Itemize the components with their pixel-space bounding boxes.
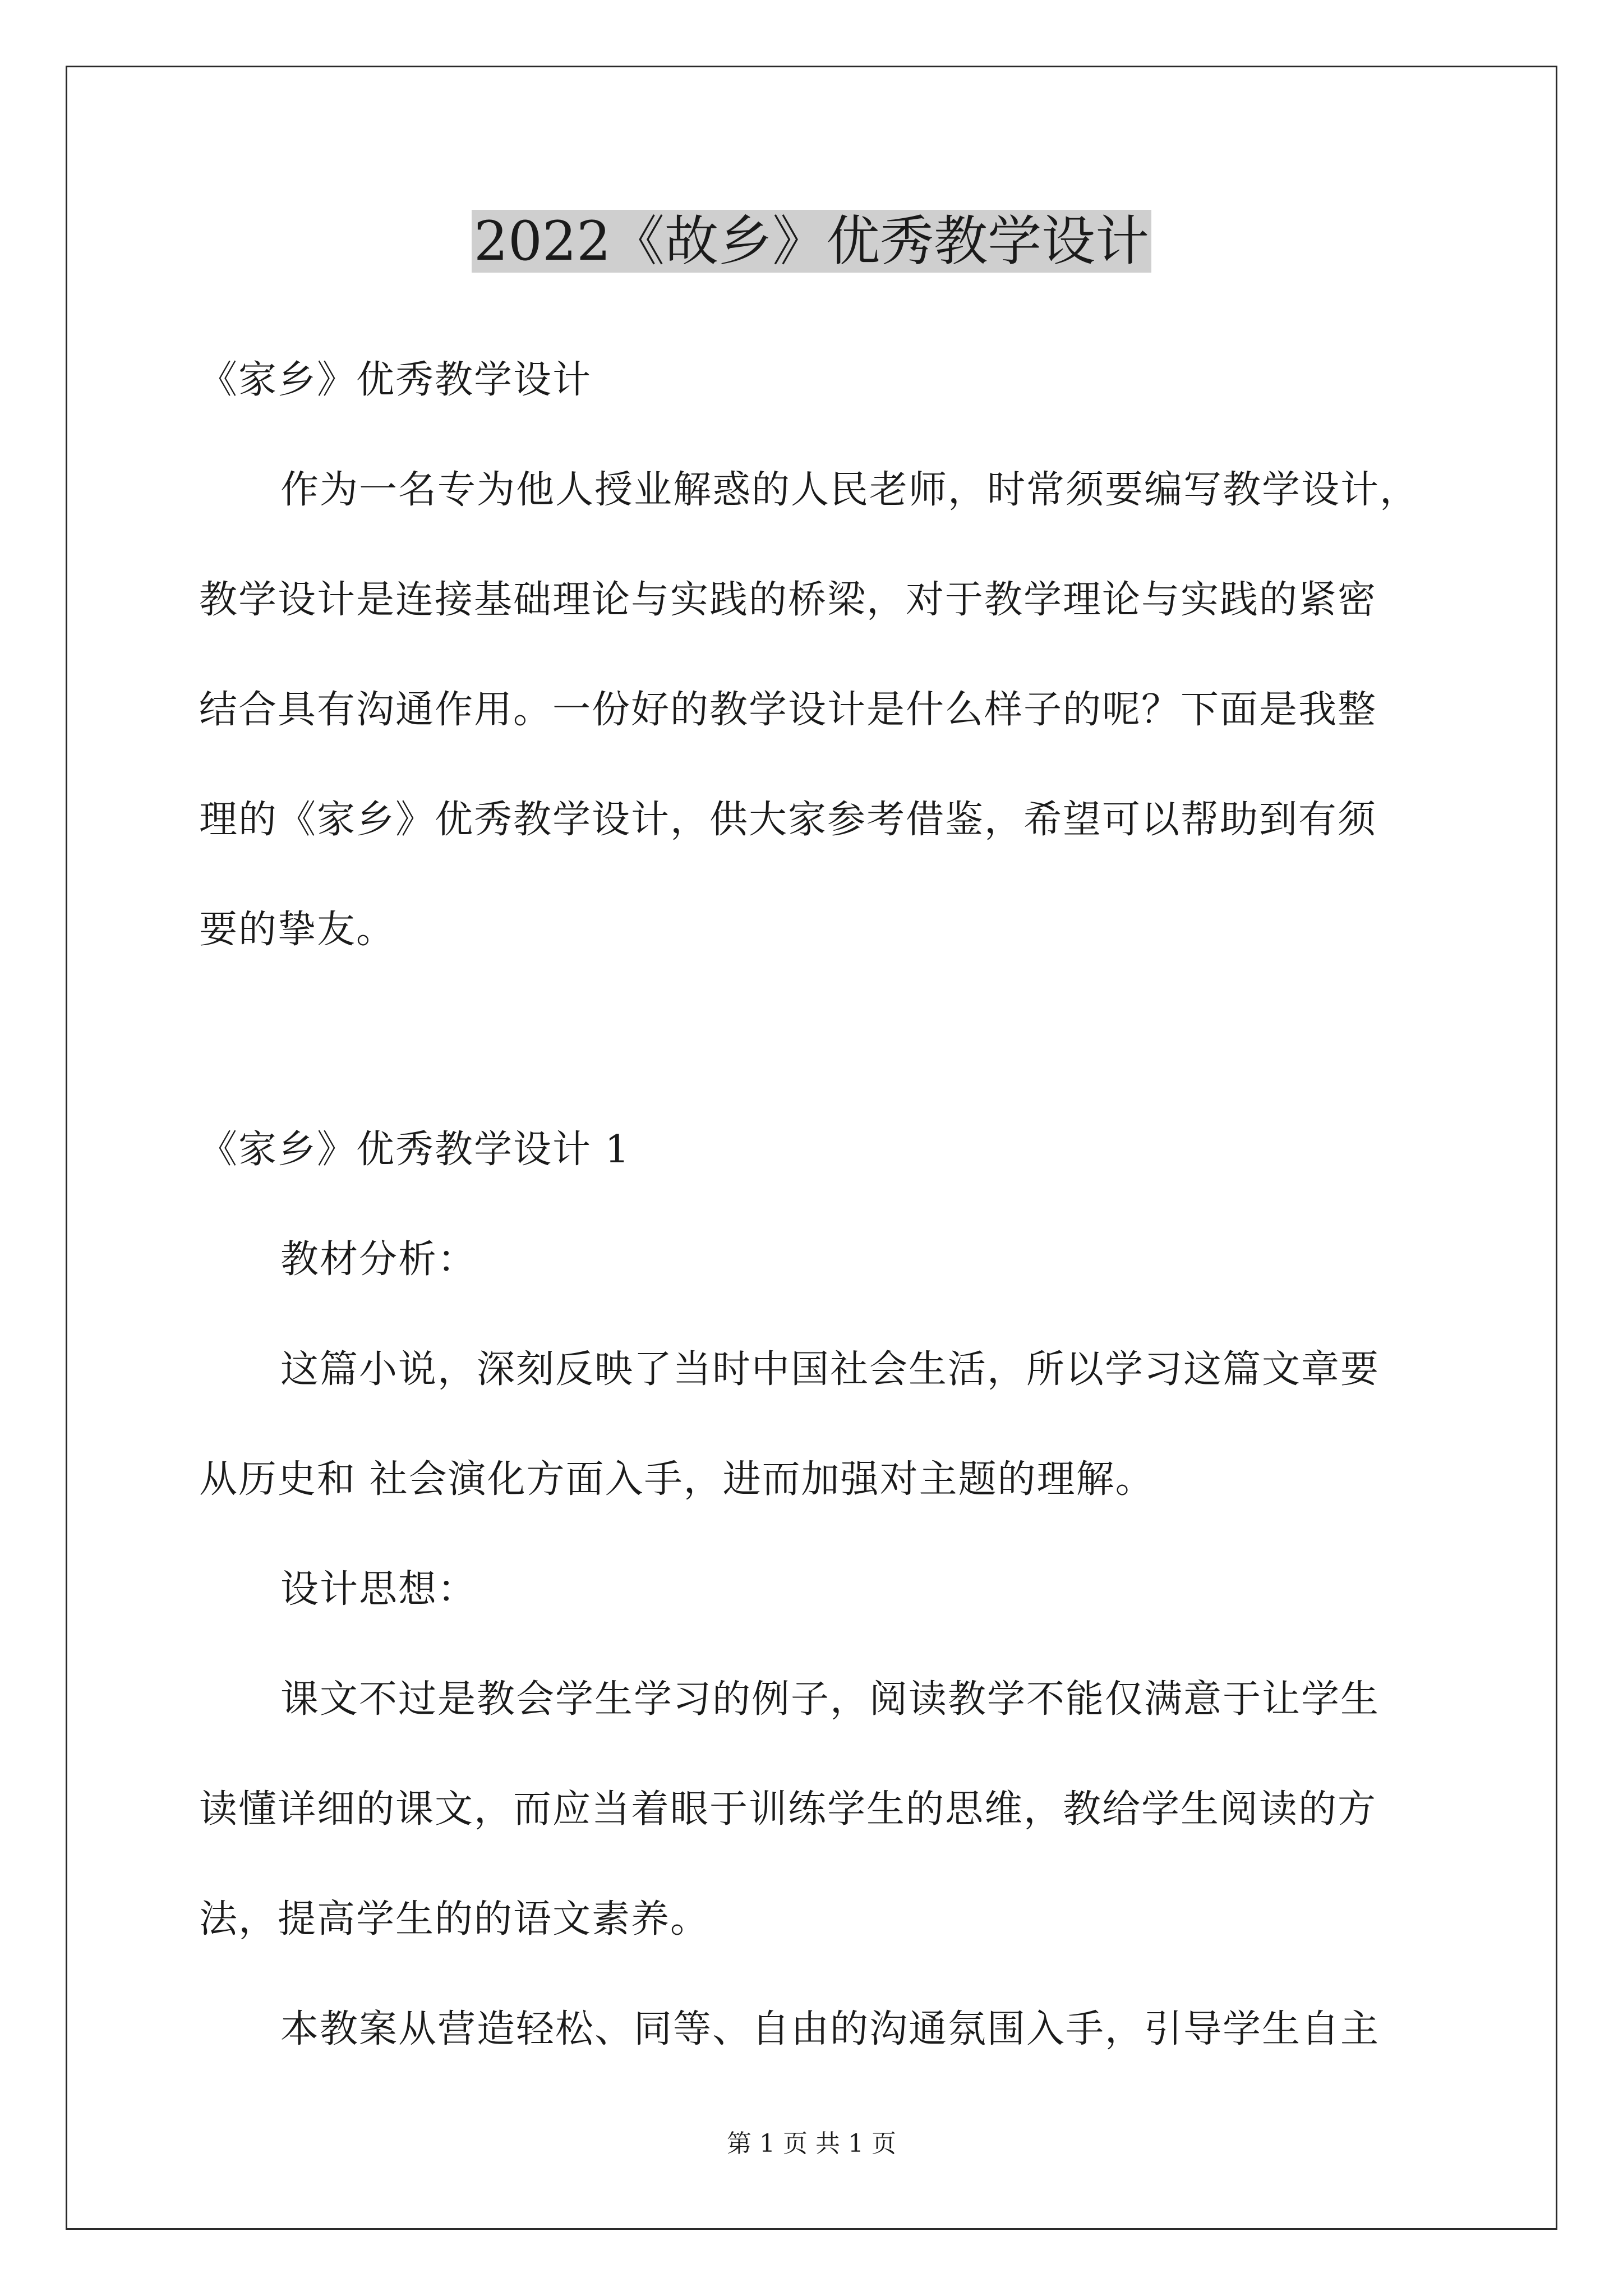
paragraph-line: 这篇小说，深刻反映了当时中国社会生活，所以学习这篇文章要 (280, 1347, 1380, 1392)
page-footer: 第 1 页 共 1 页 (727, 2129, 896, 2158)
paragraph-gap (199, 1006, 1433, 1116)
paragraph-line: 要的挚友。 (199, 908, 396, 952)
paragraph-line: 结合具有沟通作用。一份好的教学设计是什么样子的呢？下面是我整 (199, 688, 1377, 732)
section-heading: 《家乡》优秀教学设计 1 (199, 1128, 630, 1172)
paragraph-line: 理的《家乡》优秀教学设计，供大家参考借鉴，希望可以帮助到有须 (199, 798, 1377, 842)
subheading: 设计思想： (280, 1567, 477, 1612)
paragraph-line: 读懂详细的课文，而应当着眼于训练学生的思维，教给学生阅读的方 (199, 1787, 1377, 1832)
section-heading: 《家乡》优秀教学设计 (199, 358, 592, 402)
document-body (199, 347, 1433, 2106)
paragraph-line: 作为一名专为他人授业解惑的人民老师，时常须要编写教学设计， (280, 468, 1419, 512)
document-title-text: 2022《故乡》优秀教学设计 (472, 210, 1151, 273)
paragraph-line: 本教案从营造轻松、同等、自由的沟通氛围入手，引导学生自主 (280, 2007, 1380, 2051)
paragraph-line: 课文不过是教会学生学习的例子，阅读教学不能仅满意于让学生 (280, 1677, 1380, 1722)
subheading: 教材分析： (280, 1237, 477, 1282)
paragraph-line: 教学设计是连接基础理论与实践的桥梁，对于教学理论与实践的紧密 (199, 578, 1377, 622)
document-title (0, 202, 1623, 280)
paragraph-line: 法，提高学生的的语文素养。 (199, 1897, 710, 1941)
paragraph-line: 从历史和 社会演化方面入手，进而加强对主题的理解。 (199, 1457, 1155, 1502)
